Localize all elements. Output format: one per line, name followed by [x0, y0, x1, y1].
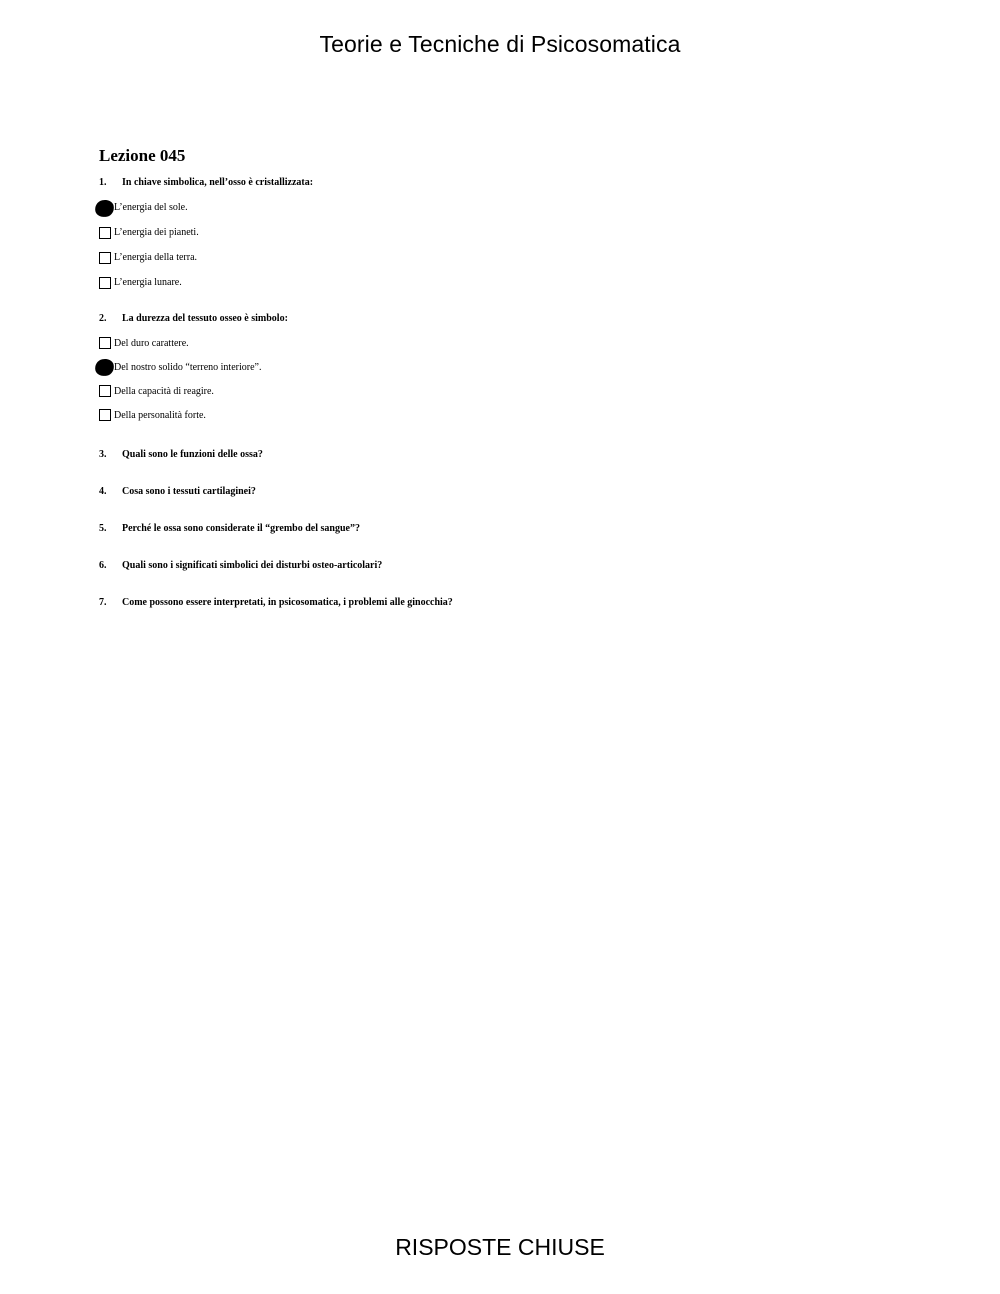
- question-label: Quali sono le funzioni delle ossa?: [122, 449, 263, 460]
- question-number: 3.: [99, 449, 107, 460]
- checkbox-icon[interactable]: [99, 385, 111, 397]
- page-footer-title: RISPOSTE CHIUSE: [395, 1234, 605, 1260]
- quiz-content: [99, 146, 899, 633]
- question-number: 5.: [99, 523, 107, 534]
- checkbox-checked-icon[interactable]: [99, 361, 111, 373]
- answer-option-label: Del duro carattere.: [114, 337, 189, 349]
- answer-option-label: L’energia dei pianeti.: [114, 227, 199, 238]
- question-text: [99, 176, 899, 190]
- answer-option[interactable]: [99, 195, 899, 220]
- answer-options: [99, 195, 899, 295]
- answer-option[interactable]: [99, 270, 899, 295]
- answer-option[interactable]: [99, 245, 899, 270]
- answer-option[interactable]: [99, 379, 899, 403]
- question-label: Perché le ossa sono considerate il “grembo del sangue”?: [122, 523, 360, 534]
- checkbox-icon[interactable]: [99, 252, 111, 264]
- question-7: [99, 596, 899, 610]
- question-number: 4.: [99, 486, 107, 497]
- question-5: [99, 522, 899, 536]
- question-label: Quali sono i significati simbolici dei disturbi osteo-articolari?: [122, 560, 383, 571]
- question-1: [99, 176, 899, 295]
- answer-option-label: L’energia del sole.: [114, 202, 188, 213]
- checkbox-icon[interactable]: [99, 337, 111, 349]
- question-6: [99, 559, 899, 573]
- answer-options: [99, 331, 899, 427]
- checkbox-icon[interactable]: [99, 227, 111, 239]
- question-label: La durezza del tessuto osseo è simbolo:: [122, 313, 288, 324]
- lesson-title: Lezione 045: [99, 146, 186, 165]
- question-3: [99, 448, 899, 462]
- question-number: 2.: [99, 313, 107, 324]
- answer-option[interactable]: [99, 220, 899, 245]
- answer-option[interactable]: [99, 403, 899, 427]
- question-label: In chiave simbolica, nell’osso è cristallizzata:: [122, 177, 314, 188]
- question-4: [99, 485, 899, 499]
- question-number: 6.: [99, 560, 107, 571]
- question-number: 1.: [99, 177, 107, 188]
- question-text: [99, 312, 899, 326]
- checkbox-icon[interactable]: [99, 277, 111, 289]
- question-number: 7.: [99, 597, 107, 608]
- answer-option-label: Del nostro solido “terreno interiore”.: [114, 361, 262, 373]
- answer-option[interactable]: [99, 331, 899, 355]
- answer-option-label: Della personalità forte.: [114, 409, 206, 421]
- question-label: Come possono essere interpretati, in psicosomatica, i problemi alle ginocchia?: [122, 597, 453, 608]
- answer-option-label: L’energia della terra.: [114, 252, 198, 263]
- question-2: [99, 312, 899, 427]
- answer-option-label: Della capacità di reagire.: [114, 385, 214, 397]
- answer-option[interactable]: [99, 355, 899, 379]
- question-label: Cosa sono i tessuti cartilaginei?: [122, 486, 256, 497]
- checkbox-icon[interactable]: [99, 409, 111, 421]
- page-header-title: Teorie e Tecniche di Psicosomatica: [319, 31, 681, 57]
- answer-option-label: L’energia lunare.: [114, 277, 182, 288]
- checkbox-checked-icon[interactable]: [99, 202, 111, 214]
